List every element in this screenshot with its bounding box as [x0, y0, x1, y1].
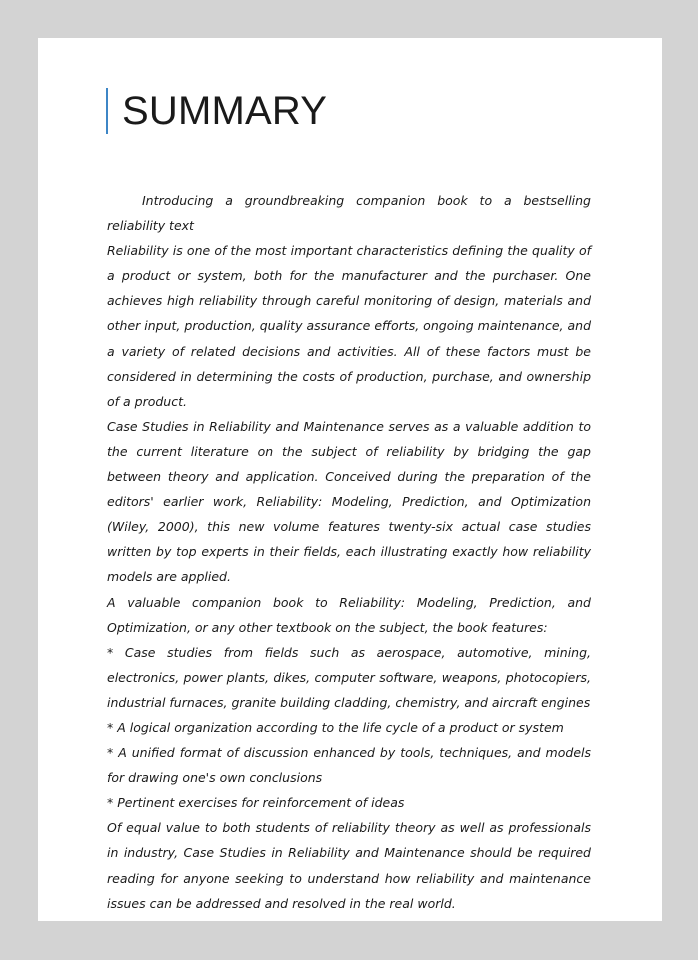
bullet-item: * Pertinent exercises for reinforcement of ideas: [107, 795, 405, 811]
bullet-item: * A unified format of discussion enhanced by tools, techniques, and models for drawing one's own conclusions: [107, 745, 591, 786]
document-page: [38, 38, 662, 921]
paragraph: Case Studies in Reliability and Maintenance serves as a valuable addition to the current literature on the subject of reliability by bridging the gap between theory and application. Conceived during the preparation of the editors' earlier work, Reliability: Modeling, Prediction, and Optimization (Wiley, 2000), this new volume features twenty-six actual case studies written by top experts in their fields, each illustrating exactly how reliability models are applied.: [107, 418, 591, 585]
title-block: [106, 88, 327, 134]
paragraph: A valuable companion book to Reliability: Modeling, Prediction, and Optimization, or any other textbook on the subject, the book features:: [107, 594, 591, 635]
paragraph-intro: Introducing a groundbreaking companion book to a bestselling reliability text: [107, 193, 591, 234]
paragraph: Reliability is one of the most important characteristics defining the quality of a product or system, both for the manufacturer and the purchaser. One achieves high reliability through careful monitoring of design, materials and other input, production, quality assurance efforts, ongoing maintenance, and a variety of related decisions and activities. All of these factors must be considered in determining the costs of production, purchase, and ownership of a product.: [107, 243, 591, 409]
paragraph: Of equal value to both students of reliability theory as well as professionals in industry, Case Studies in Reliability and Maintenance should be required reading for anyone seeking to understand how reliability and maintenance issues can be addressed and resolved in the real world.: [107, 820, 591, 911]
summary-body: [107, 188, 591, 916]
page-title: SUMMARY: [122, 89, 328, 133]
bullet-item: * A logical organization according to the life cycle of a product or system: [107, 719, 564, 735]
bullet-item: * Case studies from fields such as aerospace, automotive, mining, electronics, power plants, dikes, computer software, weapons, photocopiers, industrial furnaces, granite building cladding, chemistry, and aircraft engines: [107, 644, 591, 710]
